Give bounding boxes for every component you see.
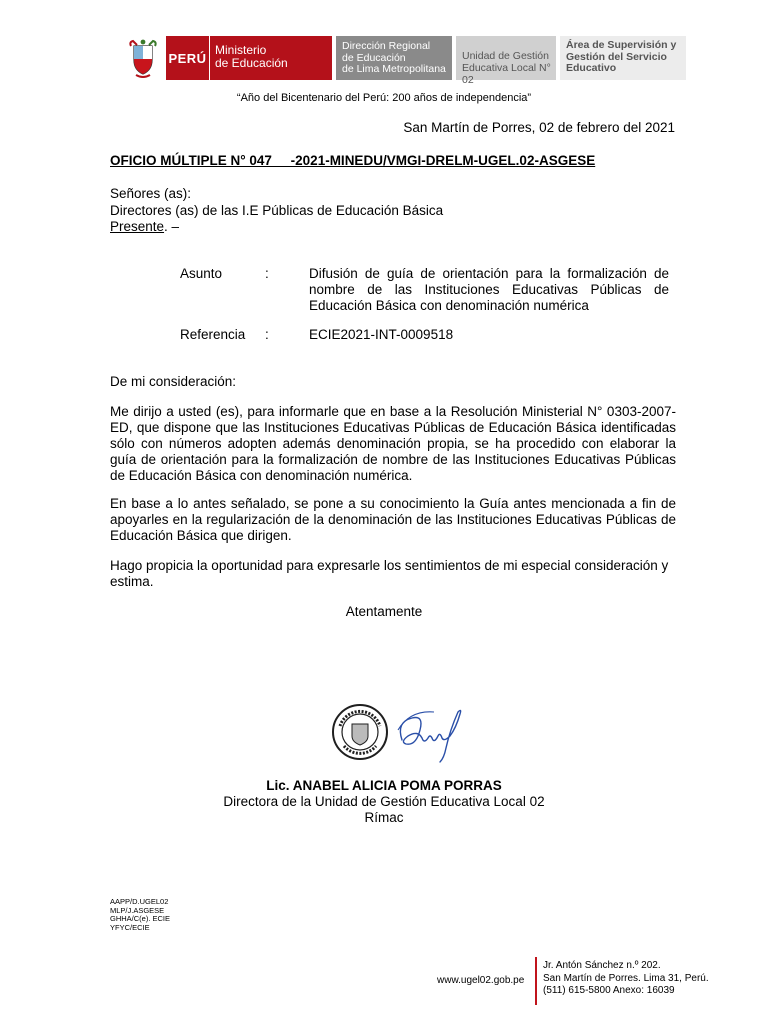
peru-brand-block [166, 36, 332, 80]
initials-line: MLP/J.ASGESE [110, 905, 165, 915]
referencia-colon: : [265, 327, 269, 342]
address-line-1: Jr. Antón Sánchez n.º 202. [543, 960, 661, 971]
institution-seal-icon [330, 702, 390, 762]
drelm-line-2: de Educación [342, 51, 406, 64]
presente-word: Presente [110, 219, 165, 234]
year-motto: “Año del Bicentenario del Perú: 200 años de independencia” [236, 92, 532, 104]
body-paragraph-1: Me dirijo a usted (es), para informarle que en base a la Resolución Ministerial N° 0303-2007-ED, que dispone que las Instituciones Educativas Públicas de Educación Básica identificadas sólo con números adopten además denominación propia, se ha procedido con elaborar la guía de orientación para la formalización de nombre de las Instituciones Educativas Públicas de Educación Básica con denominación numérica. [110, 404, 676, 483]
ministry-label [210, 36, 332, 80]
footer-divider [535, 957, 537, 1005]
initials-line: AAPP/D.UGEL02 [110, 897, 169, 906]
body-paragraph-2: En base a lo antes señalado, se pone a su conocimiento la Guía antes mencionada a fin de apoyarles en la regularización de la denominación de las Instituciones Educativas Públicas de Educación Básica que dirigen. [110, 496, 676, 543]
address-line-2: San Martín de Porres. Lima 31, Perú. [543, 972, 709, 984]
referencia-value: ECIE2021-INT-0009518 [309, 327, 454, 342]
footer-address [543, 960, 709, 998]
signer-role: Directora de la Unidad de Gestión Educativa Local 02 [223, 794, 545, 809]
drelm-label [336, 36, 452, 80]
drelm-line-1: Dirección Regional [342, 40, 431, 52]
ugel-line-2: Educativa Local N° 02 [462, 62, 551, 86]
handwritten-signature-icon [390, 700, 470, 770]
address-phone: (511) 615-5800 Anexo: 16039 [543, 985, 675, 996]
asunto-value: Difusión de guía de orientación para la formalización de nombre de las Instituciones Educativas Públicas de Educación Básica con denominación numérica [309, 266, 669, 313]
ugel-line-1: Unidad de Gestión [462, 50, 549, 62]
peru-label: PERÚ [166, 36, 210, 80]
peru-coat-of-arms-icon [124, 36, 162, 80]
closing: Atentamente [345, 604, 423, 619]
recipient-line: Directores (as) de las I.E Públicas de Educación Básica [110, 203, 444, 218]
reference-initials [110, 898, 170, 932]
greeting: De mi consideración: [110, 374, 237, 389]
area-line-3: Educativo [566, 62, 617, 74]
initials-line: YFYC/ECIE [110, 922, 150, 932]
letterhead [124, 36, 677, 86]
signer-name: Lic. ANABEL ALICIA POMA PORRAS [266, 778, 502, 793]
area-label [560, 36, 686, 80]
body-paragraph-3: Hago propicia la oportunidad para expresarle los sentimientos de mi especial consideración y estima. [110, 558, 669, 589]
drelm-line-3: de Lima Metropolitana [342, 63, 446, 75]
asunto-label: Asunto [180, 266, 223, 281]
oficio-number: OFICIO MÚLTIPLE N° 047 -2021-MINEDU/VMGI-DRELM-UGEL.02-ASGESE [110, 153, 596, 168]
presente-line [110, 219, 179, 235]
area-line-2: Gestión del Servicio [566, 50, 667, 63]
recipient-salutation: Señores (as): [110, 186, 192, 201]
area-line-1: Área de Supervisión y [566, 39, 677, 51]
ministry-line-1: Ministerio [215, 43, 267, 57]
footer-website-link[interactable]: www.ugel02.gob.pe [437, 975, 525, 986]
ugel-label [456, 36, 556, 86]
referencia-label: Referencia [180, 327, 246, 342]
signer-place: Rímac [364, 810, 404, 825]
letter-date: San Martín de Porres, 02 de febrero del 2021 [403, 120, 675, 135]
ministry-line-2: de Educación [215, 56, 288, 70]
asunto-colon: : [265, 266, 269, 281]
presente-suffix: . – [164, 219, 180, 234]
initials-line: GHHA/C(e). ECIE [110, 914, 171, 923]
